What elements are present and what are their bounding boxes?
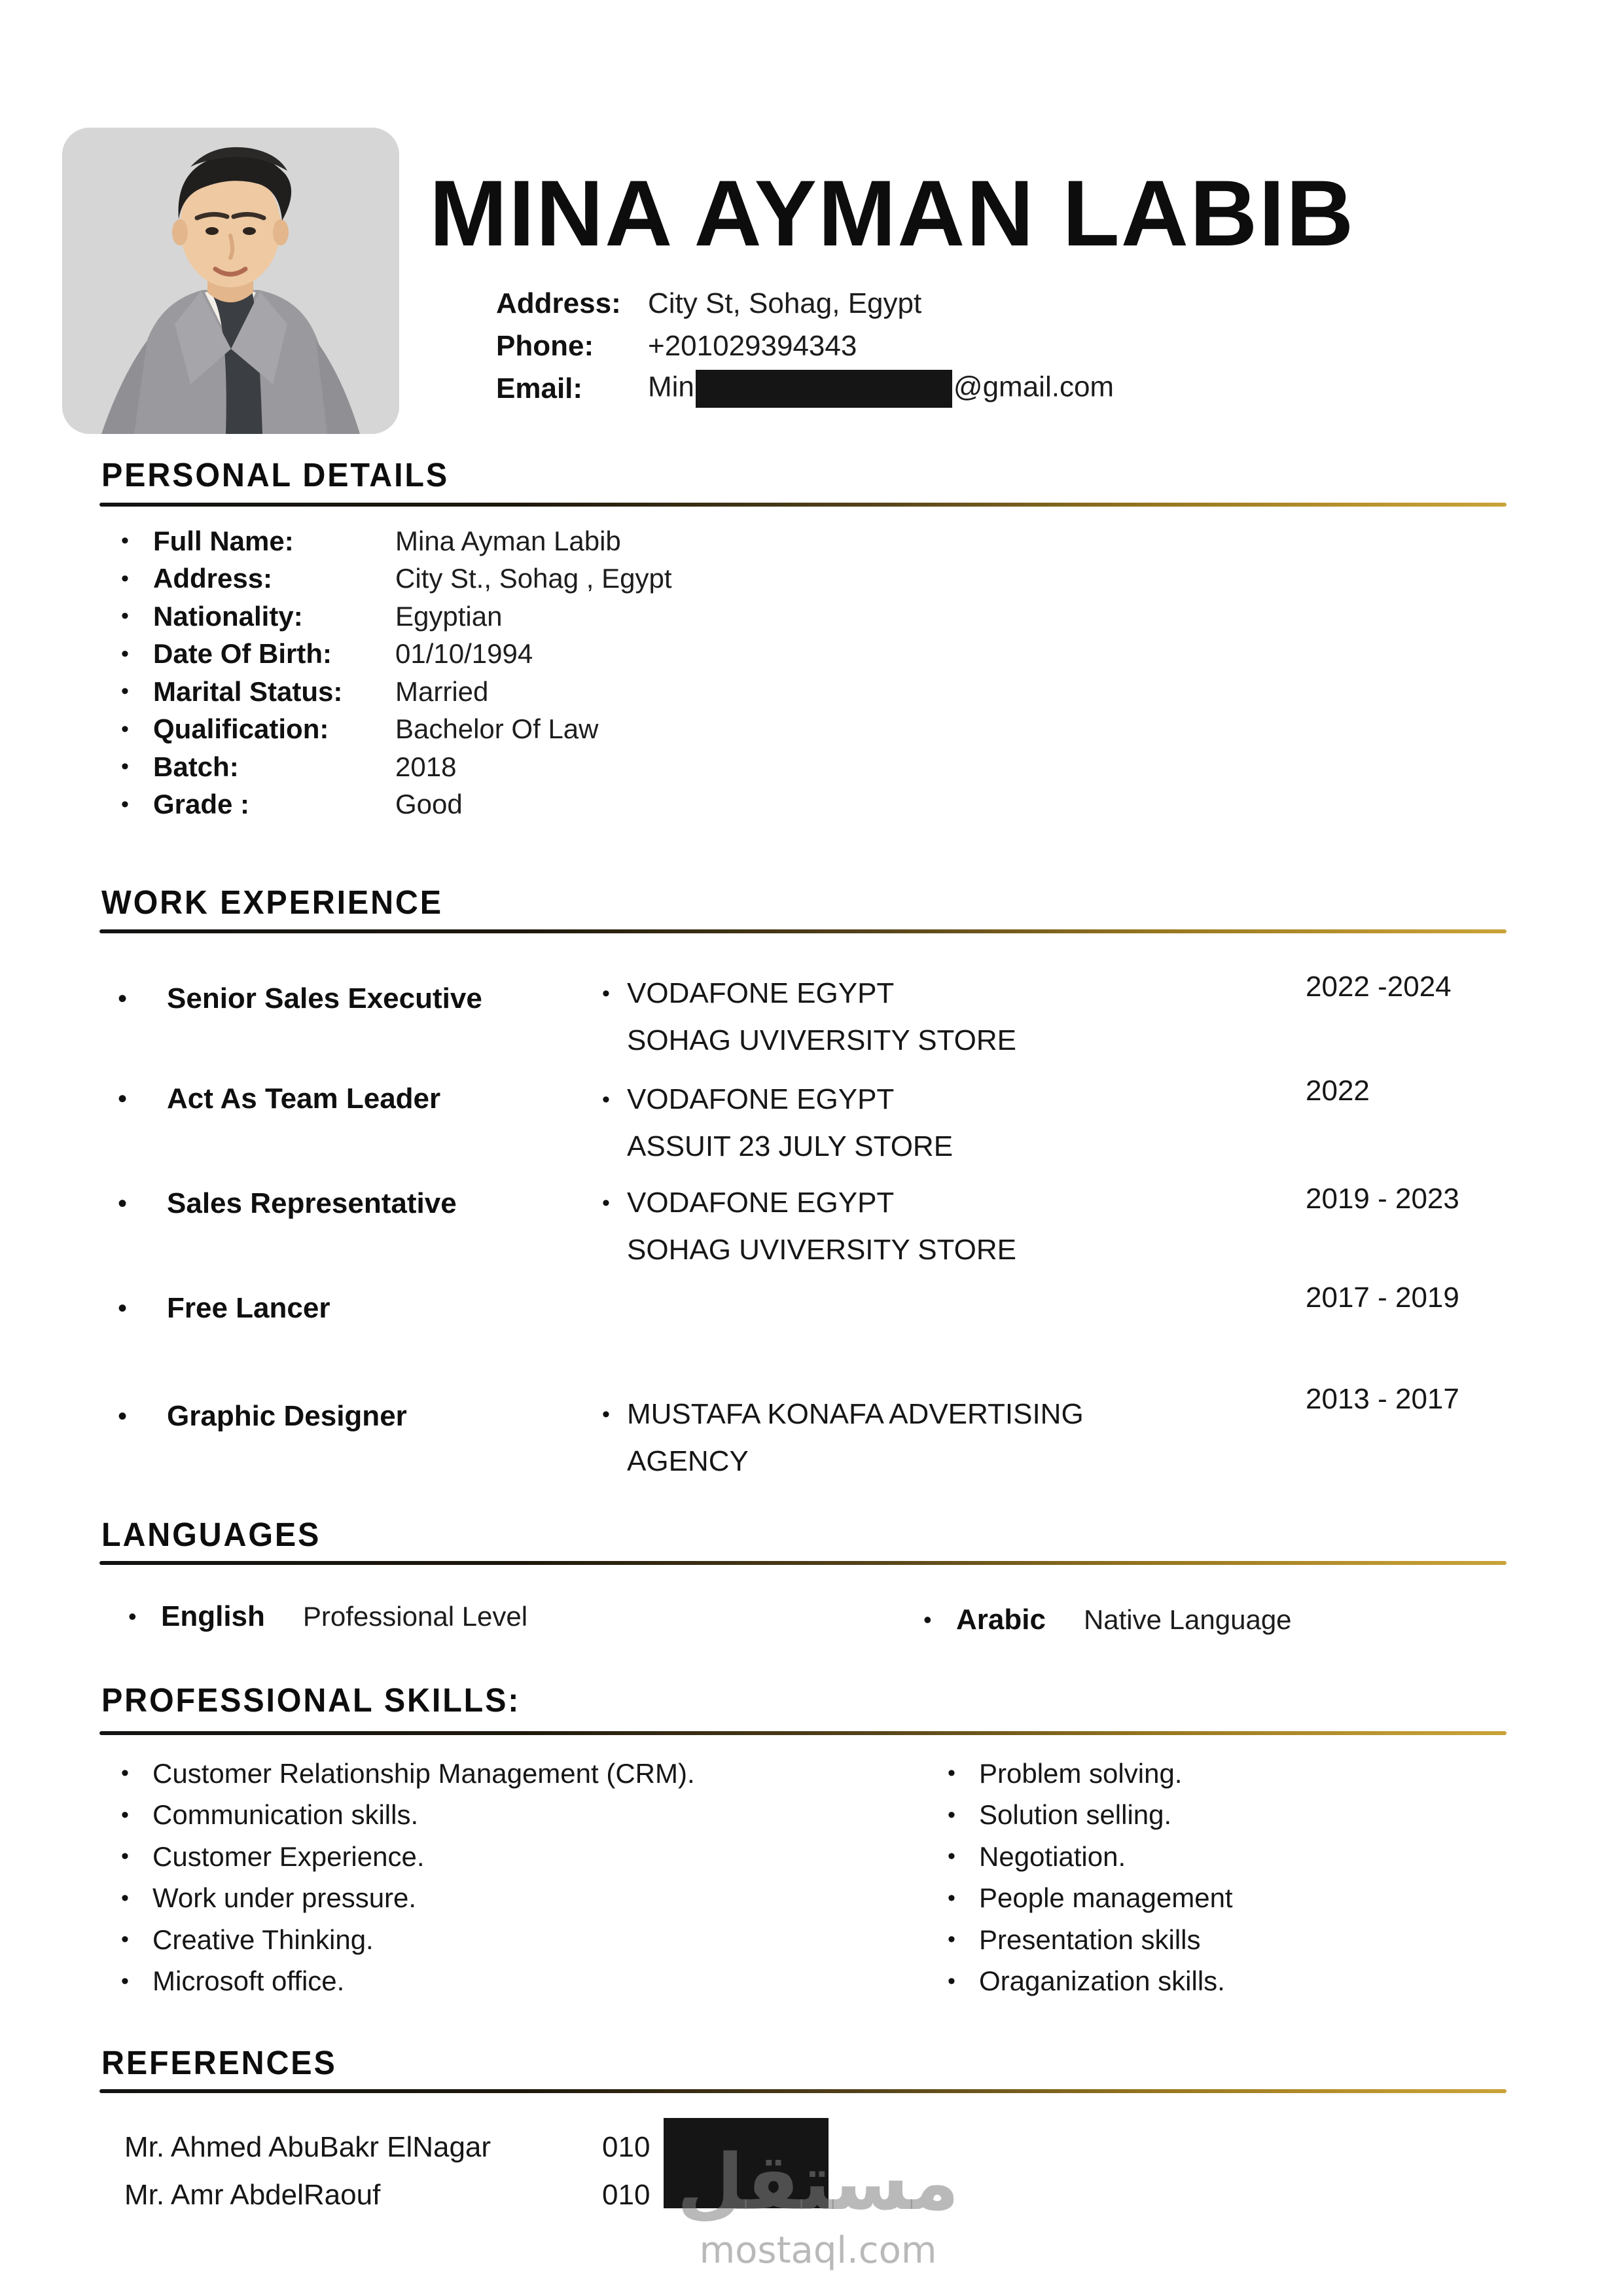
personal-detail-row: [121, 786, 672, 824]
skill-item: • People management: [948, 1878, 1233, 1920]
skill-item: • Creative Thinking.: [121, 1919, 695, 1961]
watermark-arabic-logo: مستقل: [677, 2137, 959, 2227]
company-name: VODAFONE EGYPT: [627, 1187, 895, 1219]
section-title-work-experience: WORK EXPERIENCE: [101, 884, 443, 921]
reference-name: Mr. Ahmed AbuBakr ElNagar: [124, 2130, 491, 2163]
contact-row-phone: [496, 327, 1114, 365]
section-divider: [99, 929, 1507, 933]
detail-value: 2018: [395, 751, 457, 782]
detail-label: Marital Status:: [153, 675, 343, 707]
bullet-icon: [948, 1803, 979, 1828]
detail-label: Batch:: [153, 751, 239, 782]
bullet-icon: [602, 1076, 627, 1170]
section-divider: [99, 1731, 1507, 1735]
bullet-icon: [948, 1927, 979, 1952]
bullet-icon: [121, 603, 153, 629]
section-title-professional-skills: PROFESSIONAL SKILLS:: [101, 1681, 521, 1719]
job-dates: 2022 -2024: [1306, 971, 1452, 1003]
detail-value: Married: [395, 675, 489, 707]
bullet-icon: [923, 1606, 956, 1634]
detail-value: City St., Sohag , Egypt: [395, 563, 672, 594]
detail-value: Mina Ayman Labib: [395, 525, 621, 556]
language-name: Arabic: [956, 1604, 1046, 1636]
bullet-icon: [118, 1294, 167, 1323]
skill-item: • Customer Relationship Management (CRM).: [121, 1753, 695, 1795]
contact-row-address: [496, 285, 1114, 323]
bullet-icon: [118, 1402, 167, 1431]
bullet-icon: [948, 1969, 979, 1994]
bullet-icon: [121, 641, 153, 667]
bullet-icon: [121, 1803, 152, 1828]
email-value: [648, 370, 1114, 408]
skill-item: • Customer Experience.: [121, 1836, 695, 1878]
references-list: [124, 2123, 650, 2219]
personal-details-list: [121, 522, 672, 823]
job-role: • Free Lancer: [118, 1291, 330, 1325]
personal-detail-row: [121, 598, 672, 636]
job-dates: 2022: [1306, 1075, 1370, 1107]
candidate-name: MINA AYMAN LABIB: [429, 162, 1355, 266]
bullet-icon: [602, 1391, 627, 1485]
personal-detail-row: [121, 673, 672, 711]
skill-item: • Work under pressure.: [121, 1878, 695, 1920]
section-divider: [99, 2089, 1507, 2093]
language-name: English: [161, 1600, 265, 1632]
job-role: • Sales Representative: [118, 1187, 457, 1221]
profile-photo: [62, 128, 399, 434]
detail-label: Date Of Birth:: [153, 638, 332, 670]
detail-value: Bachelor Of Law: [395, 713, 599, 745]
skills-column-right: [948, 1753, 1233, 2002]
job-company: [602, 1179, 1016, 1274]
job-dates: 2017 - 2019: [1306, 1282, 1459, 1314]
detail-label: Nationality:: [153, 600, 303, 632]
detail-value: 01/10/1994: [395, 638, 533, 670]
bullet-icon: [948, 1886, 979, 1911]
bullet-icon: [602, 1179, 627, 1274]
detail-label: Full Name:: [153, 525, 294, 556]
watermark-domain: mostaql.com: [699, 2229, 937, 2272]
section-divider: [99, 503, 1507, 507]
company-name: MUSTAFA KONAFA ADVERTISING: [627, 1398, 1084, 1430]
phone-label: Phone:: [496, 330, 594, 362]
skill-item: • Solution selling.: [948, 1795, 1233, 1837]
language-item: [128, 1599, 527, 1634]
personal-detail-row: [121, 711, 672, 749]
phone-value: +201029394343: [648, 330, 857, 362]
bullet-icon: [121, 792, 153, 817]
job-company: [602, 1076, 953, 1170]
bullet-icon: [121, 1969, 152, 1994]
address-value: City St, Sohag, Egypt: [648, 287, 922, 319]
job-role: • Act As Team Leader: [118, 1082, 440, 1116]
personal-detail-row: [121, 560, 672, 598]
email-suffix: @gmail.com: [953, 370, 1115, 403]
bullet-icon: [121, 1927, 152, 1952]
bullet-icon: [128, 1603, 161, 1630]
company-name: VODAFONE EGYPT: [627, 1083, 895, 1115]
bullet-icon: [121, 679, 153, 704]
bullet-icon: [121, 1761, 152, 1786]
company-location: ASSUIT 23 JULY STORE: [627, 1130, 954, 1162]
email-redaction-box: [696, 370, 952, 408]
job-company: [602, 1391, 1084, 1485]
bullet-icon: [121, 717, 153, 742]
contact-row-email: [496, 370, 1114, 408]
job-dates: 2013 - 2017: [1306, 1383, 1459, 1415]
bullet-icon: [121, 566, 153, 592]
skill-item: • Presentation skills: [948, 1919, 1233, 1961]
email-label: Email:: [496, 372, 583, 404]
skill-item: • Communication skills.: [121, 1795, 695, 1837]
skills-column-left: [121, 1753, 695, 2002]
skill-item: • Problem solving.: [948, 1753, 1233, 1795]
job-role: • Graphic Designer: [118, 1399, 407, 1433]
bullet-icon: [121, 1886, 152, 1911]
personal-detail-row: [121, 748, 672, 786]
detail-value: Egyptian: [395, 600, 503, 632]
skill-item: • Microsoft office.: [121, 1961, 695, 2003]
language-level: Professional Level: [302, 1601, 528, 1632]
reference-row: [124, 2123, 650, 2171]
bullet-icon: [118, 984, 167, 1014]
bullet-icon: [121, 1844, 152, 1869]
language-item: [923, 1602, 1292, 1638]
bullet-icon: [948, 1761, 979, 1786]
job-role: • Senior Sales Executive: [118, 982, 482, 1016]
detail-label: Grade :: [153, 789, 250, 820]
bullet-icon: [118, 1085, 167, 1114]
bullet-icon: [121, 754, 153, 780]
section-title-languages: LANGUAGES: [101, 1516, 321, 1553]
email-prefix: Min: [648, 370, 694, 403]
detail-value: Good: [395, 789, 463, 820]
phone-redaction-box: [664, 2118, 829, 2208]
personal-detail-row: [121, 636, 672, 673]
detail-label: Qualification:: [153, 713, 329, 745]
language-level: Native Language: [1083, 1604, 1292, 1635]
skill-item: • Oraganization skills.: [948, 1961, 1233, 2003]
personal-detail-row: [121, 522, 672, 560]
reference-row: [124, 2171, 650, 2219]
reference-name: Mr. Amr AbdelRaouf: [124, 2178, 381, 2211]
detail-label: Address:: [153, 563, 273, 594]
contact-block: [496, 285, 1114, 412]
company-location: SOHAG UVIVERSITY STORE: [627, 1024, 1016, 1056]
section-title-personal-details: PERSONAL DETAILS: [101, 456, 450, 493]
bullet-icon: [118, 1189, 167, 1219]
profile-photo-illustration: [62, 128, 399, 434]
bullet-icon: [602, 970, 627, 1064]
reference-phone-prefix: 010: [602, 2130, 651, 2163]
skill-item: • Negotiation.: [948, 1836, 1233, 1878]
section-title-references: REFERENCES: [101, 2044, 337, 2081]
bullet-icon: [121, 528, 153, 554]
job-company: [602, 970, 1016, 1064]
address-label: Address:: [496, 287, 621, 319]
company-location: AGENCY: [627, 1445, 749, 1477]
company-name: VODAFONE EGYPT: [627, 977, 895, 1009]
job-dates: 2019 - 2023: [1306, 1183, 1459, 1215]
company-location: SOHAG UVIVERSITY STORE: [627, 1234, 1016, 1266]
reference-phone-prefix: 010: [602, 2178, 651, 2211]
section-divider: [99, 1561, 1507, 1565]
bullet-icon: [948, 1844, 979, 1869]
